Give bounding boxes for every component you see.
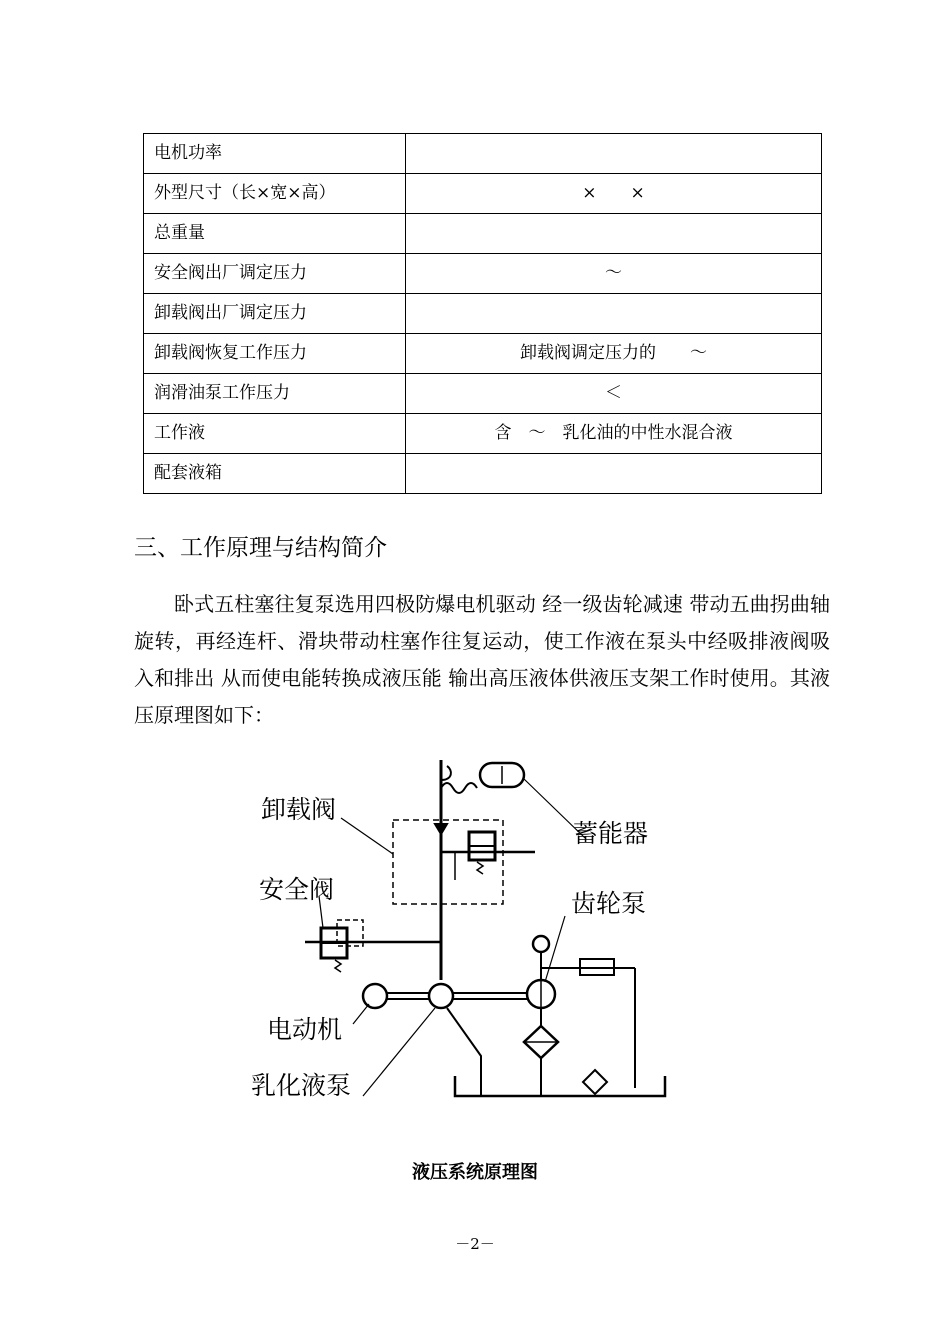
table-row xyxy=(144,134,822,174)
tank-symbol xyxy=(455,1070,665,1096)
gear-pump-symbol xyxy=(524,936,635,1096)
row-label: 外型尺寸（长×宽×高） xyxy=(144,174,406,214)
hydraulic-diagram xyxy=(245,758,675,1118)
table-row xyxy=(144,334,822,374)
label-gear-pump: 齿轮泵 xyxy=(571,889,647,918)
figure-caption: 液压系统原理图 xyxy=(412,1162,538,1183)
label-unloading-valve: 卸载阀 xyxy=(261,795,337,824)
table-row xyxy=(144,374,822,414)
row-value: × × xyxy=(406,174,822,214)
row-label: 卸载阀出厂调定压力 xyxy=(144,294,406,334)
label-accumulator: 蓄能器 xyxy=(573,819,649,848)
row-label: 工作液 xyxy=(144,414,406,454)
table-row xyxy=(144,294,822,334)
row-value: ～ xyxy=(406,254,822,294)
row-label: 电机功率 xyxy=(144,134,406,174)
safety-valve-symbol xyxy=(305,920,441,972)
row-label: 润滑油泵工作压力 xyxy=(144,374,406,414)
section-title: 三、工作原理与结构简介 xyxy=(134,535,387,561)
table-row xyxy=(144,454,822,494)
label-emulsion-pump: 乳化液泵 xyxy=(251,1071,352,1100)
emulsion-pump-symbol xyxy=(429,984,527,1096)
row-value xyxy=(406,454,822,494)
row-value: ＜ xyxy=(406,374,822,414)
row-value xyxy=(406,294,822,334)
row-value xyxy=(406,214,822,254)
label-safety-valve: 安全阀 xyxy=(259,875,335,904)
row-label: 卸载阀恢复工作压力 xyxy=(144,334,406,374)
page-number: －2－ xyxy=(455,1235,495,1253)
row-value: 含 ～ 乳化油的中性水混合液 xyxy=(406,414,822,454)
spec-table xyxy=(143,133,822,494)
row-label: 配套液箱 xyxy=(144,454,406,494)
body-paragraph: 卧式五柱塞往复泵选用四极防爆电机驱动 经一级齿轮减速 带动五曲拐曲轴旋转，再经连杆、滑块带动柱塞作往复运动，使工作液在泵头中经吸排液阀吸入和排出 从而使电能转换成液压能 输出高压液体供液压支架工作时使用。其液压原理图如下： xyxy=(134,592,830,727)
accumulator-symbol xyxy=(480,763,524,787)
table-row xyxy=(144,254,822,294)
unloading-valve-symbol xyxy=(393,820,535,904)
row-value xyxy=(406,134,822,174)
table-row xyxy=(144,214,822,254)
row-value: 卸载阀调定压力的 ～ xyxy=(406,334,822,374)
row-label: 总重量 xyxy=(144,214,406,254)
table-row xyxy=(144,174,822,214)
motor-symbol xyxy=(363,984,429,1008)
table-row xyxy=(144,414,822,454)
label-motor: 电动机 xyxy=(267,1015,343,1044)
row-label: 安全阀出厂调定压力 xyxy=(144,254,406,294)
